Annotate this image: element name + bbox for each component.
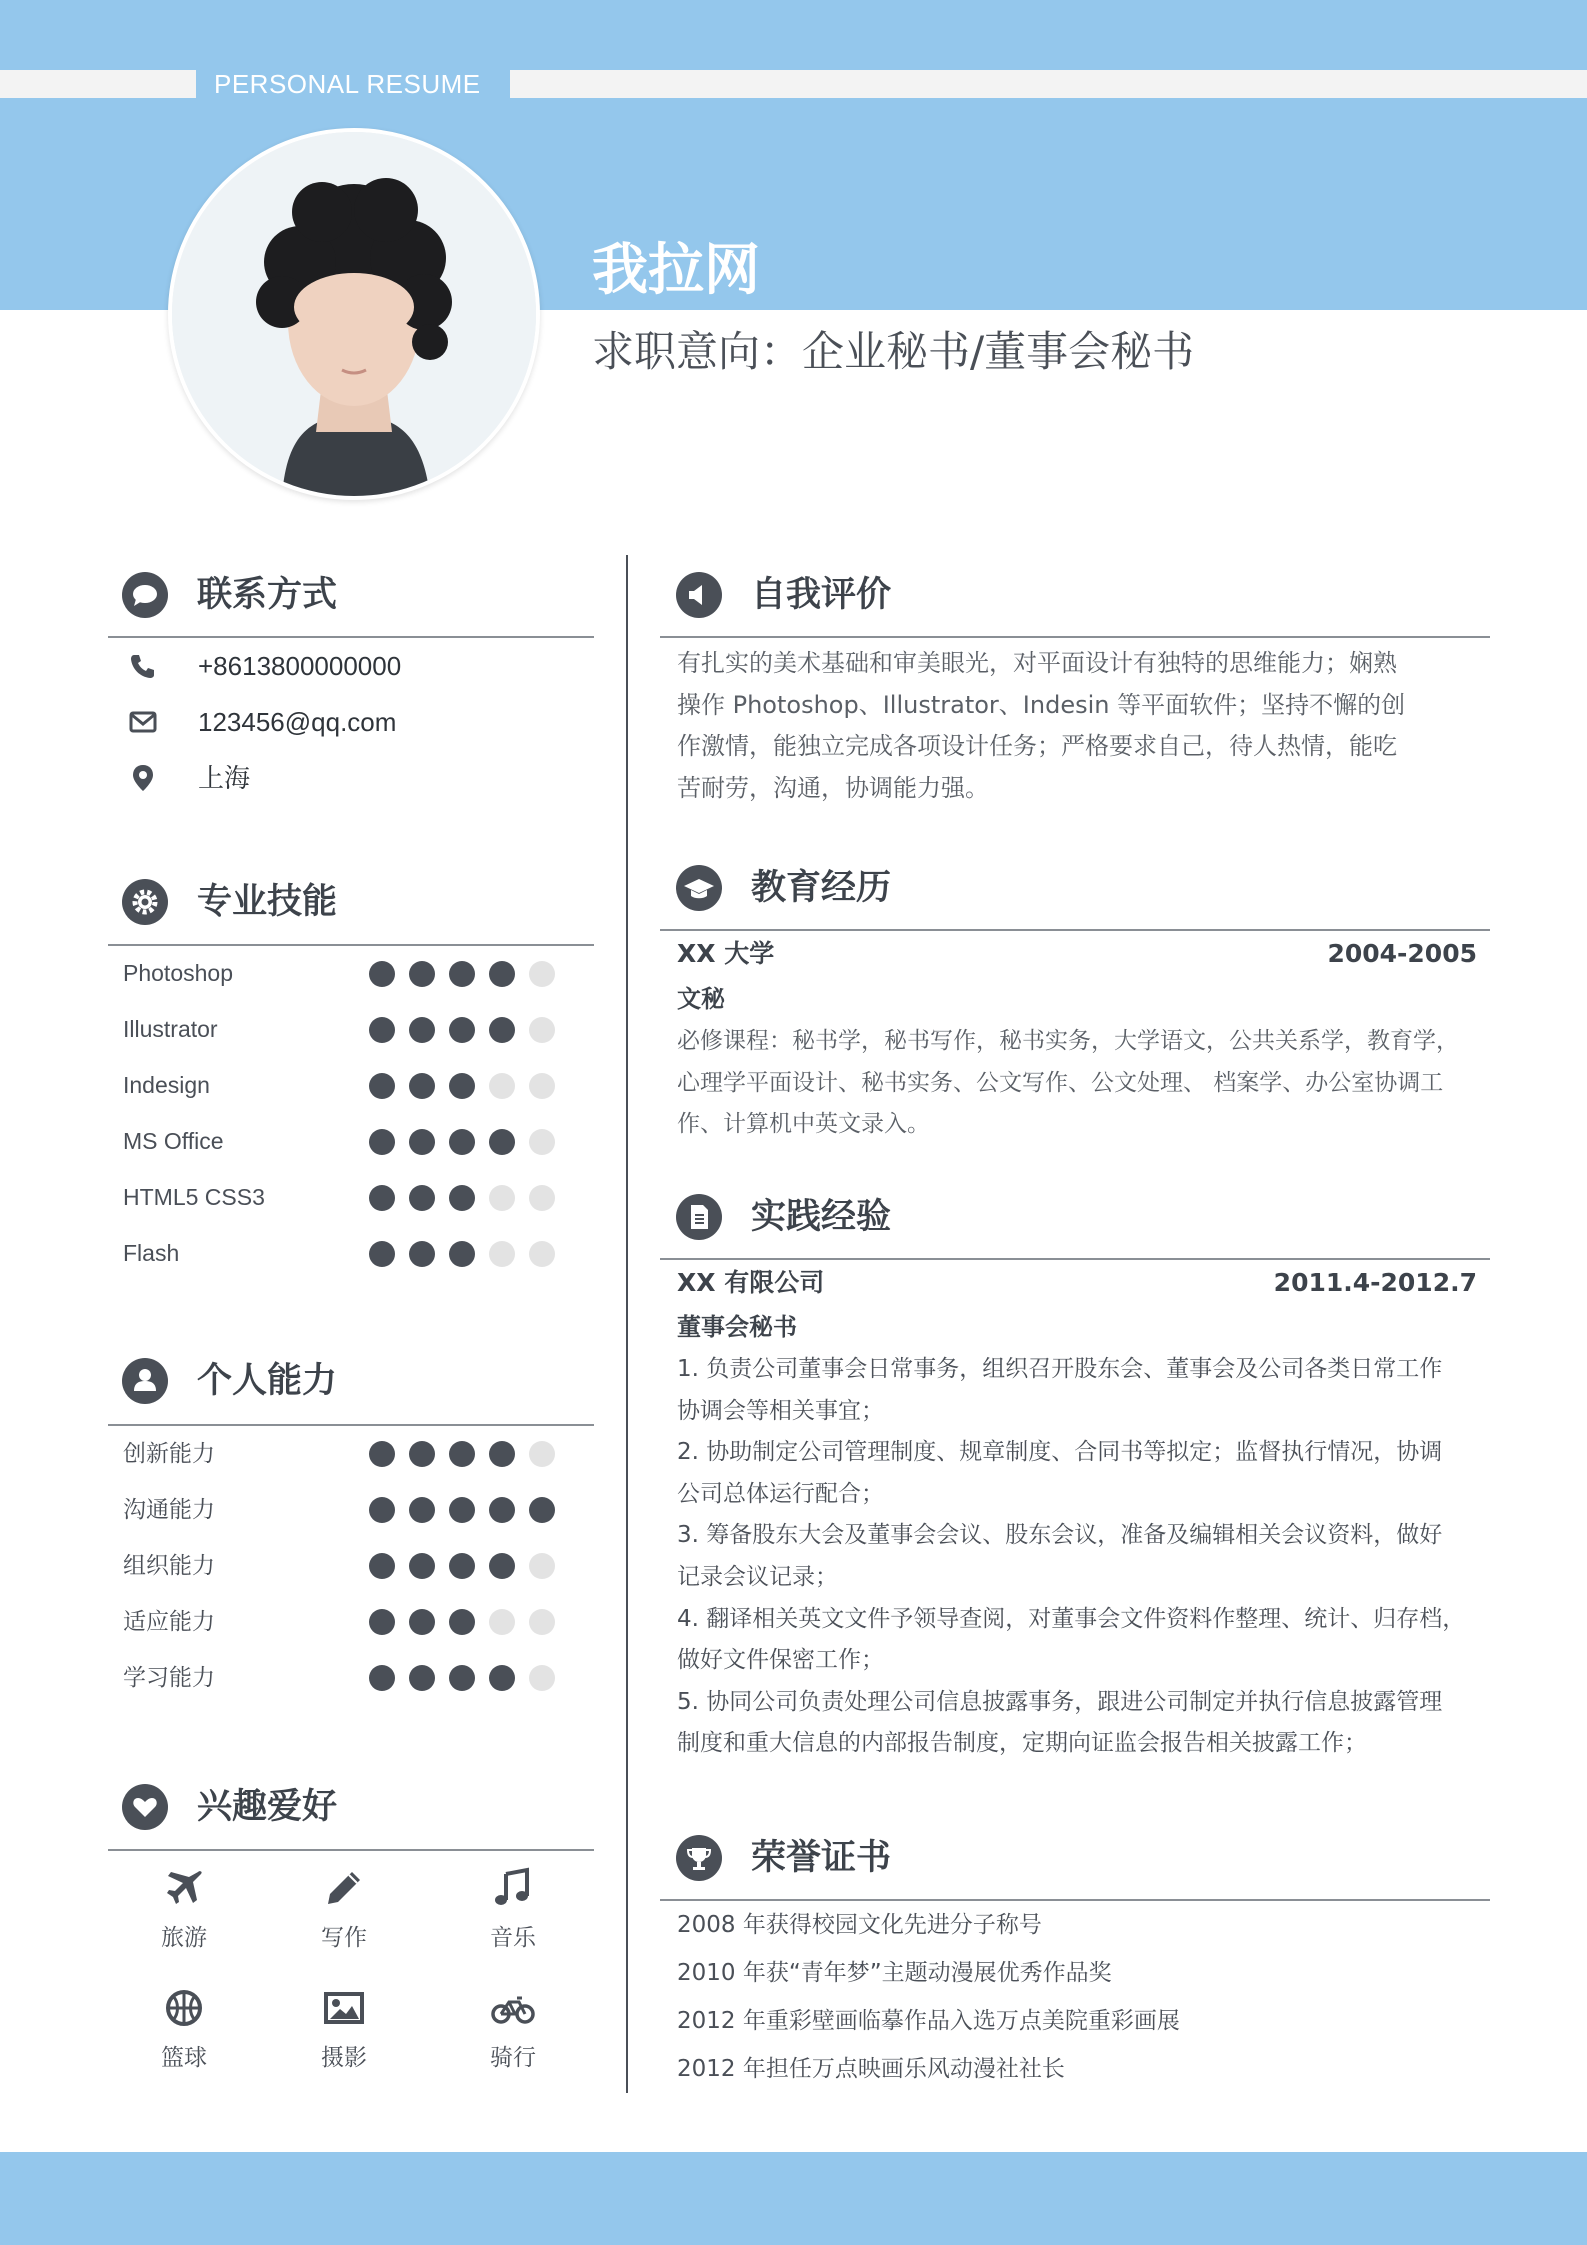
phone-number: +8613800000000: [198, 651, 402, 681]
rating-dot-filled: [489, 961, 515, 987]
rating-dot-filled: [449, 1017, 475, 1043]
rating-row: [123, 1177, 603, 1217]
rating-label: 创新能力: [123, 1440, 215, 1466]
rating-dot-empty: [529, 1609, 555, 1635]
contact-phone-row: [124, 646, 594, 686]
honor-item: 2012 年担任万点映画乐风动漫社社长: [677, 2056, 1065, 2082]
hobby-photography: [284, 1986, 404, 2078]
experience-row: [677, 1263, 1477, 1303]
rating-label: Photoshop: [123, 960, 233, 986]
self-eval-title: 自我评价: [751, 575, 892, 615]
rating-dot-filled: [449, 1497, 475, 1523]
rating-dot-filled: [449, 1665, 475, 1691]
rating-row: [123, 1545, 603, 1585]
job-intent: 求职意向：企业秘书/董事会秘书: [592, 327, 1195, 376]
rating-dot-filled: [409, 1185, 435, 1211]
hobbies-title: 兴趣爱好: [197, 1787, 338, 1827]
text-line: 操作 Photoshop、Illustrator、Indesin 等平面软件；坚持不懈的创: [677, 690, 1406, 719]
rating-dot-filled: [409, 1017, 435, 1043]
rating-dot-filled: [369, 1665, 395, 1691]
hobby-music: [453, 1866, 573, 1958]
rating-dot-filled: [369, 1497, 395, 1523]
rating-label: 学习能力: [123, 1664, 215, 1690]
rating-dots: [369, 1665, 555, 1691]
rating-row: [123, 1233, 603, 1273]
hobby-label: 写作: [321, 1925, 367, 1951]
abilities-section-header: [122, 1350, 592, 1414]
rating-dot-empty: [529, 961, 555, 987]
hobby-label: 音乐: [490, 1925, 536, 1951]
column-divider: [626, 555, 628, 2093]
text-line: 有扎实的美术基础和审美眼光，对平面设计有独特的思维能力；娴熟: [677, 649, 1397, 677]
honor-item: 2012 年重彩壁画临摹作品入选万点美院重彩画展: [677, 2008, 1180, 2034]
rating-dots: [369, 1497, 555, 1523]
contact-location-row: [124, 758, 594, 798]
phone-icon: [128, 651, 158, 681]
rating-dot-filled: [489, 1129, 515, 1155]
rating-dots: [369, 1129, 555, 1155]
rating-dot-empty: [529, 1553, 555, 1579]
speaker-icon: [676, 572, 722, 618]
resume-label: PERSONAL RESUME: [214, 69, 481, 99]
trophy-icon: [676, 1835, 722, 1881]
basketball-icon: [162, 1986, 206, 2030]
self-eval-section-header: [676, 564, 1476, 628]
rating-row: [123, 1121, 603, 1161]
hobby-label: 篮球: [161, 2045, 207, 2071]
abilities-title: 个人能力: [197, 1361, 338, 1401]
rating-dot-filled: [409, 1609, 435, 1635]
rating-label: MS Office: [123, 1128, 224, 1154]
rating-dot-filled: [489, 1497, 515, 1523]
experience-period: 2011.4-2012.7: [1273, 1268, 1477, 1297]
rating-row: [123, 1489, 603, 1529]
rating-dot-filled: [409, 1497, 435, 1523]
rating-dot-filled: [369, 1553, 395, 1579]
education-rule: [660, 929, 1490, 931]
rating-dot-filled: [369, 1185, 395, 1211]
text-line: 心理学平面设计、秘书实务、公文写作、公文处理、 档案学、办公室协调工: [677, 1069, 1444, 1096]
skills-section-header: [122, 871, 592, 935]
education-row: [677, 934, 1477, 974]
rating-dot-filled: [449, 1553, 475, 1579]
hobby-travel: [124, 1866, 244, 1958]
duty-line: 公司总体运行配合；: [677, 1480, 884, 1507]
skills-title: 专业技能: [197, 882, 338, 922]
plane-icon: [162, 1866, 206, 1910]
experience-position: 董事会秘书: [677, 1313, 797, 1341]
rating-label: 适应能力: [123, 1608, 215, 1634]
duty-line: 协调会等相关事宜；: [677, 1397, 884, 1424]
rating-dot-filled: [409, 1553, 435, 1579]
rating-dot-filled: [449, 961, 475, 987]
rating-dot-filled: [449, 1129, 475, 1155]
honor-item: 2010 年获“青年梦”主题动漫展优秀作品奖: [677, 1960, 1112, 1986]
rating-dot-filled: [449, 1441, 475, 1467]
rating-dot-filled: [489, 1553, 515, 1579]
rating-label: Flash: [123, 1240, 180, 1266]
candidate-name: 我拉网: [592, 238, 760, 303]
duty-line: 2. 协助制定公司管理制度、规章制度、合同书等拟定；监督执行情况，协调: [677, 1439, 1443, 1466]
rating-dots: [369, 1553, 555, 1579]
rating-dot-filled: [369, 1441, 395, 1467]
rating-dot-filled: [489, 1441, 515, 1467]
rating-dot-empty: [529, 1129, 555, 1155]
abilities-rule: [108, 1424, 594, 1426]
rating-dot-empty: [489, 1073, 515, 1099]
rating-dot-empty: [529, 1665, 555, 1691]
profile-photo: [168, 128, 540, 500]
rating-dots: [369, 961, 555, 987]
education-major: 文秘: [677, 985, 725, 1013]
hobby-writing: [284, 1866, 404, 1958]
rating-dot-filled: [489, 1017, 515, 1043]
envelope-icon: [128, 707, 158, 737]
rating-label: HTML5 CSS3: [123, 1184, 265, 1210]
rating-dots: [369, 1609, 555, 1635]
rating-dot-filled: [369, 1129, 395, 1155]
user-icon: [122, 1358, 168, 1404]
rating-dot-filled: [409, 1129, 435, 1155]
rating-dot-empty: [489, 1185, 515, 1211]
rating-dot-filled: [409, 1665, 435, 1691]
hobby-basketball: [124, 1986, 244, 2078]
duty-line: 做好文件保密工作；: [677, 1647, 884, 1674]
rating-dot-filled: [369, 1609, 395, 1635]
experience-section-header: [676, 1186, 1476, 1250]
rating-dots: [369, 1017, 555, 1043]
rating-dot-filled: [369, 1241, 395, 1267]
rating-label: 沟通能力: [123, 1496, 215, 1522]
rating-dot-empty: [529, 1241, 555, 1267]
rating-dot-filled: [449, 1073, 475, 1099]
hobbies-section-header: [122, 1776, 592, 1840]
duty-line: 4. 翻译相关英文文件予领导查阅，对董事会文件资料作整理、统计、归存档，: [677, 1605, 1466, 1632]
contact-title: 联系方式: [197, 575, 338, 615]
rating-row: [123, 1433, 603, 1473]
hobbies-rule: [108, 1849, 594, 1851]
rating-label: 组织能力: [123, 1552, 215, 1578]
rating-row: [123, 1601, 603, 1641]
duty-line: 3. 筹备股东大会及董事会会议、股东会议，准备及编辑相关会议资料，做好: [677, 1522, 1443, 1549]
bicycle-icon: [491, 1986, 535, 2030]
chat-bubble-icon: [122, 572, 168, 618]
rating-dot-filled: [409, 1073, 435, 1099]
text-line: 必修课程：秘书学，秘书写作，秘书实务，大学语文，公共关系学，教育学，: [677, 1028, 1459, 1054]
rating-dot-filled: [529, 1497, 555, 1523]
rating-dot-filled: [409, 1441, 435, 1467]
rating-row: [123, 1657, 603, 1697]
graduation-cap-icon: [676, 865, 722, 911]
rating-dots: [369, 1073, 555, 1099]
rating-dots: [369, 1241, 555, 1267]
rating-row: [123, 1065, 603, 1105]
honor-item: 2008 年获得校园文化先进分子称号: [677, 1912, 1042, 1938]
duty-line: 记录会议记录；: [677, 1564, 838, 1590]
duty-line: 5. 协同公司负责处理公司信息披露事务，跟进公司制定并执行信息披露管理: [677, 1688, 1443, 1715]
hobby-label: 旅游: [161, 1925, 207, 1951]
location-pin-icon: [128, 763, 158, 793]
rating-dot-filled: [369, 1073, 395, 1099]
skills-rule: [108, 944, 594, 946]
rating-dot-filled: [369, 961, 395, 987]
rating-dot-filled: [449, 1241, 475, 1267]
education-period: 2004-2005: [1327, 939, 1477, 968]
rating-dot-empty: [529, 1185, 555, 1211]
rating-dot-filled: [369, 1017, 395, 1043]
hobby-cycling: [453, 1986, 573, 2078]
rating-dot-filled: [449, 1609, 475, 1635]
contact-email-row: [124, 702, 594, 742]
rating-dot-filled: [409, 1241, 435, 1267]
pencil-icon: [322, 1866, 366, 1910]
rating-row: [123, 953, 603, 993]
self-eval-text: [677, 643, 1487, 809]
duty-line: 制度和重大信息的内部报告制度，定期向证监会报告相关披露工作；: [677, 1730, 1367, 1757]
rating-dots: [369, 1441, 555, 1467]
self-eval-rule: [660, 636, 1490, 638]
honors-section-header: [676, 1827, 1476, 1891]
image-icon: [322, 1986, 366, 2030]
hobby-label: 骑行: [490, 2045, 536, 2071]
rating-dot-empty: [489, 1609, 515, 1635]
contact-rule: [108, 636, 594, 638]
honors-title: 荣誉证书: [751, 1838, 892, 1878]
experience-title: 实践经验: [751, 1197, 892, 1237]
experience-rule: [660, 1258, 1490, 1260]
rating-row: [123, 1009, 603, 1049]
rating-label: Illustrator: [123, 1016, 218, 1042]
text-line: 作、计算机中英文录入。: [677, 1111, 930, 1137]
rating-dot-empty: [529, 1017, 555, 1043]
rating-dot-filled: [489, 1665, 515, 1691]
location-text: 上海: [198, 763, 251, 793]
header-stripe-left: [0, 70, 196, 98]
education-title: 教育经历: [751, 868, 892, 908]
rating-dots: [369, 1185, 555, 1211]
education-section-header: [676, 857, 1476, 921]
header-stripe-right: [510, 70, 1587, 98]
hobby-label: 摄影: [321, 2045, 367, 2071]
email-address: 123456@qq.com: [198, 707, 397, 737]
footer-band: [0, 2152, 1587, 2245]
duty-line: 1. 负责公司董事会日常事务，组织召开股东会、董事会及公司各类日常工作: [677, 1356, 1443, 1382]
rating-dot-empty: [489, 1241, 515, 1267]
honors-rule: [660, 1899, 1490, 1901]
text-line: 苦耐劳，沟通，协调能力强。: [677, 773, 989, 802]
contact-section-header: [122, 564, 592, 628]
gear-icon: [122, 879, 168, 925]
school-name: XX 大学: [677, 939, 775, 968]
heart-icon: [122, 1784, 168, 1830]
company-name: XX 有限公司: [677, 1268, 825, 1297]
rating-dot-empty: [529, 1441, 555, 1467]
rating-dot-empty: [529, 1073, 555, 1099]
music-icon: [491, 1866, 535, 1910]
education-courses: [677, 1021, 1487, 1146]
text-line: 作激情，能独立完成各项设计任务；严格要求自己，待人热情，能吃: [677, 732, 1397, 760]
document-icon: [676, 1194, 722, 1240]
rating-label: Indesign: [123, 1072, 210, 1098]
rating-dot-filled: [449, 1185, 475, 1211]
rating-dot-filled: [409, 961, 435, 987]
